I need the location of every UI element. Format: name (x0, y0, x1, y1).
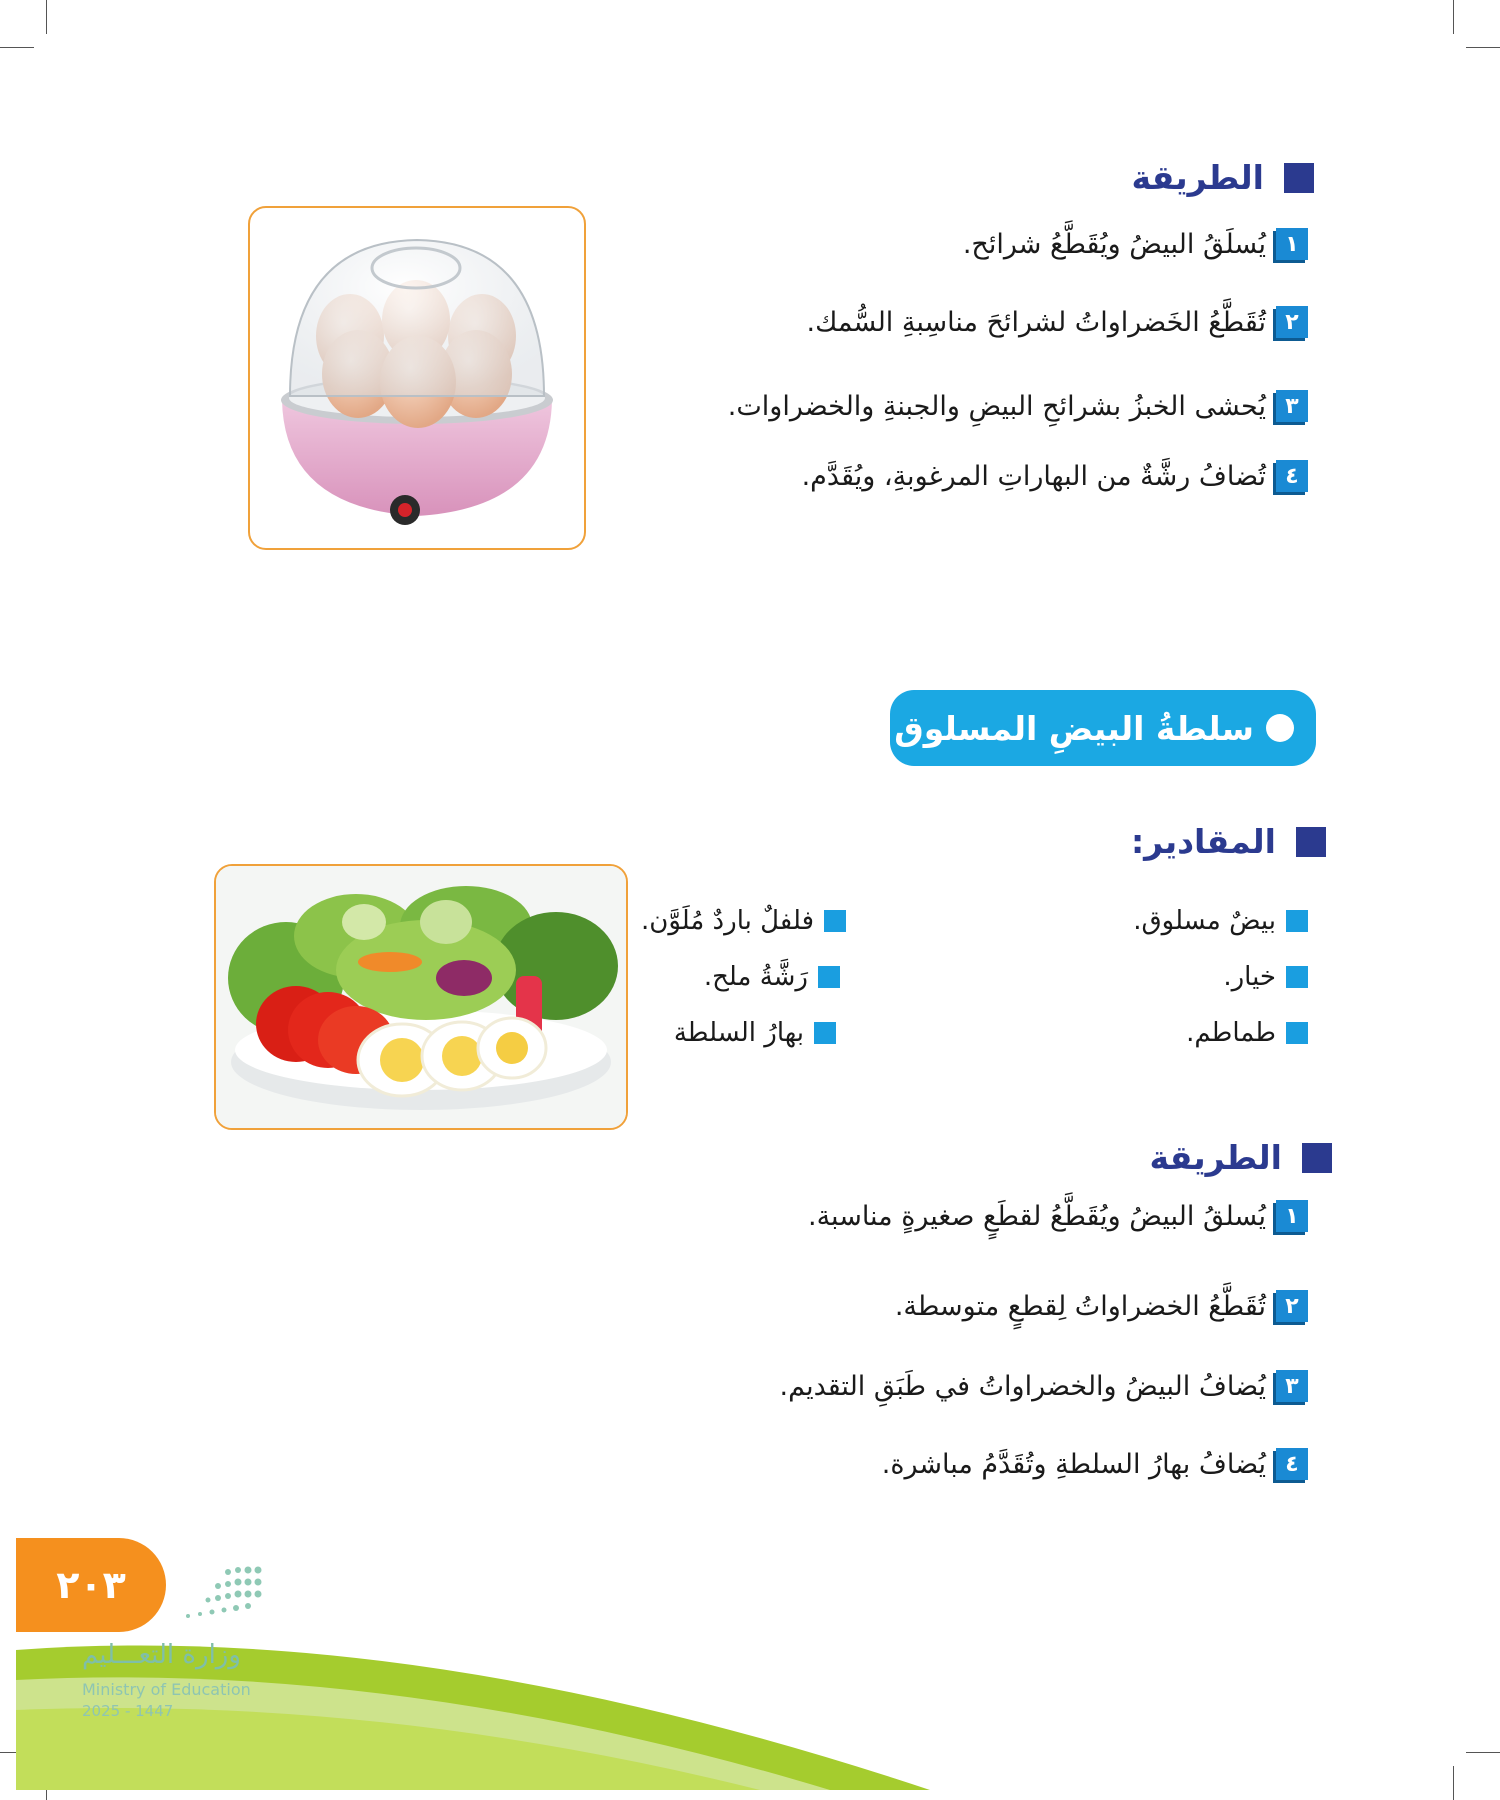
method-step (895, 1290, 1308, 1322)
method-heading (1131, 158, 1314, 197)
method-title: الطريقة (1131, 158, 1264, 197)
method-title: الطريقة (1149, 1138, 1282, 1177)
banner-dot-icon (1266, 714, 1294, 742)
method-step (882, 1448, 1308, 1480)
ministry-logo-dots-icon (168, 1564, 268, 1628)
recipe-title-banner (869, 690, 1316, 766)
bullet-square-icon (1286, 1022, 1308, 1044)
bullet-square-icon (1286, 966, 1308, 988)
page-number-tab (16, 1538, 166, 1632)
page-number: ٢٠٣ (56, 1563, 126, 1607)
step-number-badge: ٣ (1276, 1370, 1308, 1402)
ingredient-item (704, 962, 840, 992)
method-step (780, 1370, 1308, 1402)
ingredients-title: المقادير: (1130, 822, 1276, 861)
method-step (728, 390, 1308, 422)
ingredient-item (1223, 962, 1308, 992)
ingredient-text: خيار. (1223, 962, 1276, 992)
bullet-square-icon (1286, 910, 1308, 932)
ministry-name-arabic: وزارة التعـــليم (82, 1640, 241, 1670)
step-number-badge: ٤ (1276, 1448, 1308, 1480)
crop-mark (46, 0, 47, 34)
step-number-badge: ٢ (1276, 306, 1308, 338)
step-text: يُسلَقُ البيضُ ويُقَطَّعُ شرائح. (962, 228, 1266, 260)
crop-mark (1466, 47, 1500, 48)
footer-green-swoosh (0, 1600, 1500, 1800)
heading-square-icon (1302, 1143, 1332, 1173)
heading-square-icon (1284, 163, 1314, 193)
method-step (808, 1200, 1308, 1232)
crop-mark (1453, 0, 1454, 34)
egg-salad-photo (214, 864, 628, 1130)
bullet-square-icon (814, 1022, 836, 1044)
bullet-square-icon (818, 966, 840, 988)
method-step (802, 460, 1308, 492)
ingredient-item (1133, 906, 1308, 936)
ingredient-item (1186, 1018, 1308, 1048)
step-text: تُقَطَّعُ الخضراواتُ لِقطعٍ متوسطة. (894, 1290, 1266, 1322)
method-heading (1149, 1138, 1332, 1177)
step-text: يُضافُ بهارُ السلطةِ وتُقَدَّمُ مباشرة. (881, 1448, 1266, 1480)
egg-cooker-photo (248, 206, 586, 550)
ingredient-text: بهارُ السلطة (673, 1018, 804, 1048)
step-number-badge: ٤ (1276, 460, 1308, 492)
step-text: تُقَطَّعُ الخَضراواتُ لشرائحَ مناسِبةِ السُّمك. (806, 306, 1266, 338)
ingredient-item (674, 1018, 836, 1048)
ingredient-item (641, 906, 846, 936)
step-text: يُضافُ البيضُ والخضراواتُ في طَبَقِ التقديم. (779, 1370, 1266, 1402)
step-text: يُحشى الخبزُ بشرائحِ البيضِ والجبنةِ والخضراوات. (727, 390, 1266, 422)
step-number-badge: ١ (1276, 1200, 1308, 1232)
edition-year: 2025 - 1447 (82, 1702, 174, 1720)
recipe-title: سلطةُ البيضِ المسلوق : (869, 708, 1254, 748)
egg-salad-illustration (216, 866, 626, 1128)
ingredient-text: طماطم. (1186, 1018, 1276, 1048)
method-step (963, 228, 1308, 260)
egg-cooker-illustration (250, 208, 584, 548)
step-number-badge: ١ (1276, 228, 1308, 260)
ingredients-heading (1131, 822, 1326, 861)
crop-mark (0, 47, 34, 48)
step-number-badge: ٢ (1276, 1290, 1308, 1322)
ingredient-text: بيضٌ مسلوق. (1133, 906, 1276, 936)
ingredient-text: فلفلٌ باردٌ مُلَوَّن. (640, 906, 814, 936)
step-text: تُضافُ رشَّةٌ من البهاراتِ المرغوبةِ، ويُقَدَّم. (801, 460, 1266, 492)
method-step (807, 306, 1308, 338)
heading-square-icon (1296, 827, 1326, 857)
ingredient-text: رَشَّةُ ملح. (703, 962, 808, 992)
step-number-badge: ٣ (1276, 390, 1308, 422)
bullet-square-icon (824, 910, 846, 932)
step-text: يُسلقُ البيضُ ويُقَطَّعُ لقطَعٍ صغيرةٍ مناسبة. (807, 1200, 1266, 1232)
ministry-name-english: Ministry of Education (82, 1680, 251, 1699)
